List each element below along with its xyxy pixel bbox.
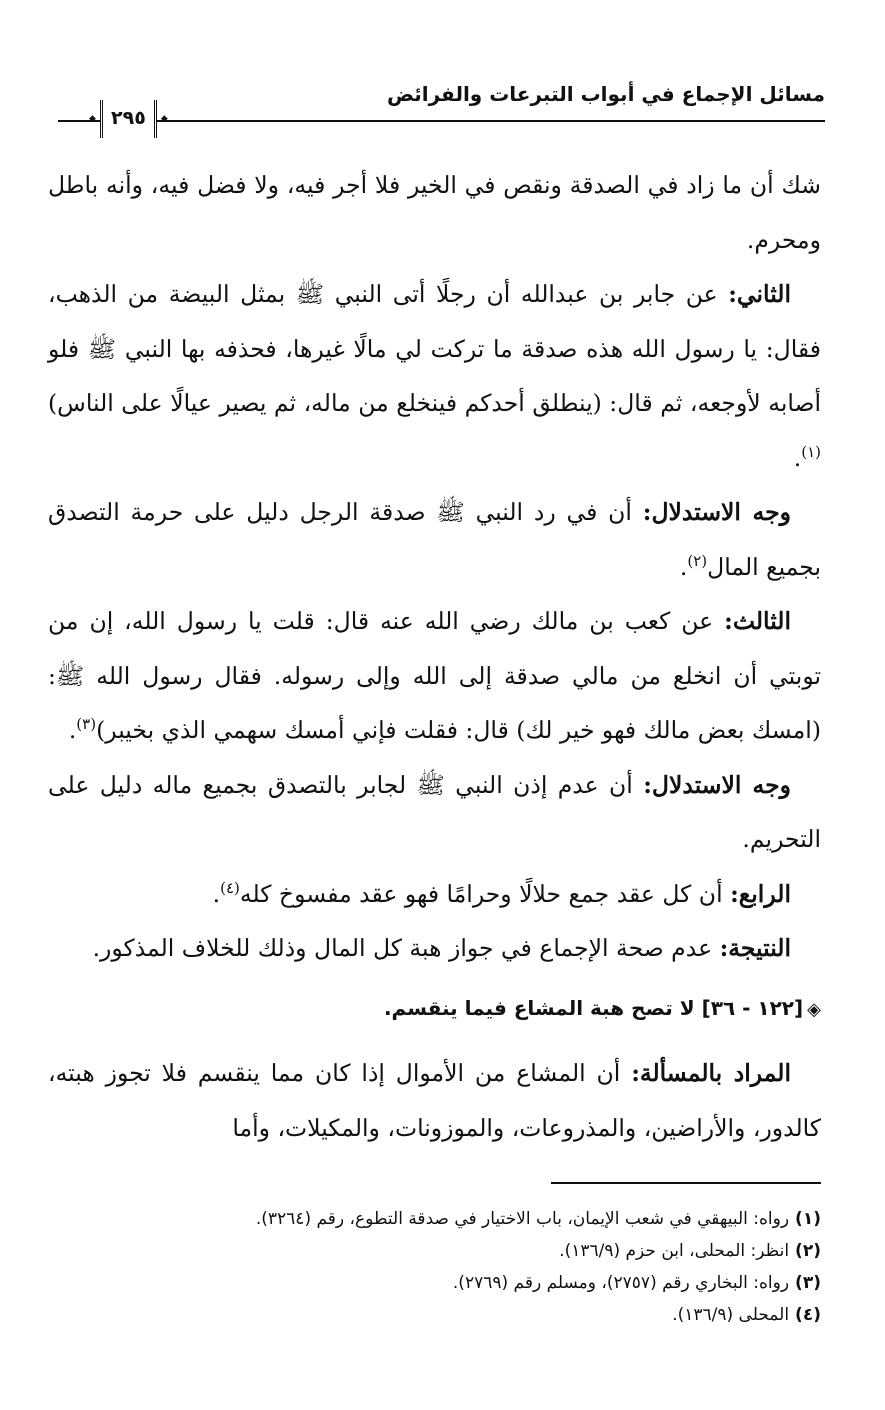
paragraph-6-lead: الرابع: [730, 879, 791, 908]
paragraph-7-lead: النتيجة: [719, 934, 791, 962]
paragraph-6-text: أن كل عقد جمع حلالًا وحرامًا فهو عقد مفسوخ كله [239, 879, 723, 908]
page-header [58, 78, 825, 129]
main-text-continued [48, 1046, 821, 1155]
paragraph-3-text: أن في رد النبي ﷺ صدقة الرجل دليل على حرمة التصدق بجميع المال [48, 498, 821, 581]
paragraph-3-lead: وجه الاستدلال: [642, 498, 791, 526]
footnote-marker-4: (٤) [220, 878, 240, 897]
footnote-4-number: (٤) [795, 1305, 821, 1325]
footnote-marker-1: (١) [801, 442, 821, 461]
footnotes [48, 1203, 821, 1331]
paragraph-4-text: عن كعب بن مالك رضي الله عنه قال: قلت يا رسول الله، إن من توبتي أن انخلع من مالي صدقة إلى الله وإلى رسوله. فقال رسول الله ﷺ: (امسك بعض مالك فهو خير لك) قال: فقلت فإني أمسك سهمي الذي بخيبر) [48, 607, 821, 744]
footnote-rule [551, 1182, 821, 1184]
header-rule [58, 120, 825, 122]
paragraph-8 [48, 1046, 821, 1155]
section-heading-text: [١٢٢ - ٣٦] لا تصح هبة المشاع فيما ينقسم. [383, 996, 804, 1020]
running-title: مسائل الإجماع في أبواب التبرعات والفرائض [386, 82, 825, 106]
footnote-3-number: (٣) [795, 1273, 821, 1293]
paragraph-7-text: عدم صحة الإجماع في جواز هبة كل المال وذلك للخلاف المذكور. [92, 934, 713, 962]
paragraph-4-lead: الثالث: [724, 607, 791, 635]
footnote-marker-3: (٣) [76, 715, 97, 734]
footnote-2-text: انظر: المحلى، ابن حزم (١٣٦/٩). [559, 1241, 790, 1261]
paragraph-8-text: أن المشاع من الأموال إذا كان مما ينقسم فلا تجوز هبته، كالدور، والأراضين، والمذروعات، والموزونات، والمكيلات، وأما [48, 1059, 821, 1142]
paragraph-5-text: أن عدم إذن النبي ﷺ لجابر بالتصدق بجميع ماله دليل على التحريم. [48, 770, 821, 853]
footnote-1-text: رواه: البيهقي في شعب الإيمان، باب الاختيار في صدقة التطوع، رقم (٣٢٦٤). [255, 1209, 790, 1229]
paragraph-2-lead: الثاني: [728, 280, 791, 308]
page-number: ◆ ٢٩٥ ◆ [100, 100, 157, 138]
footnote-1-number: (١) [795, 1209, 821, 1229]
footnote-3-text: رواه: البخاري رقم (٢٧٥٧)، ومسلم رقم (٢٧٦٩). [452, 1273, 790, 1293]
diamond-bullet-icon: ◈ [807, 999, 821, 1020]
footnote-4 [48, 1299, 821, 1331]
footnote-4-text: المحلى (١٣٦/٩). [672, 1305, 790, 1325]
paragraph-4: الثالث: عن كعب بن مالك رضي الله عنه قال: قلت يا رسول الله، إن من توبتي أن انخلع من مالي صدقة إلى الله وإلى رسوله. فقال رسول الله ﷺ: (امسك بعض مالك فهو خير لك) قال: فقلت فإني أمسك سهمي الذي بخيبر)$^{(٣)}$. [48, 607, 821, 744]
footnote-2-number: (٢) [795, 1241, 821, 1261]
footnote-marker-2: (٢) [687, 551, 708, 570]
footnote-2 [48, 1235, 821, 1267]
paragraph-8-lead: المراد بالمسألة: [631, 1059, 791, 1087]
paragraph-5-lead: وجه الاستدلال: [643, 770, 791, 799]
paragraph-7 [48, 921, 821, 976]
paragraph-3: وجه الاستدلال: أن في رد النبي ﷺ صدقة الرجل دليل على حرمة التصدق بجميع المال$^{(٢)}$. [48, 498, 821, 581]
paragraph-1: شك أن ما زاد في الصدقة ونقص في الخير فلا أجر فيه، ولا فضل فيه، وأنه باطل ومحرم. [48, 171, 821, 254]
section-heading [384, 996, 821, 1020]
footnote-1 [48, 1203, 821, 1235]
paragraph-2: الثاني: عن جابر بن عبدالله أن رجلًا أتى النبي ﷺ بمثل البيضة من الذهب، فقال: يا رسول الله هذه صدقة ما تركت لي مالًا غيرها، فحذفه بها النبي ﷺ فلو أصابه لأوجعه، ثم قال: (ينطلق أحدكم فينخلع من ماله، ثم يصير عيالًا على الناس)$^{(١)}$. [48, 280, 821, 472]
paragraph-5 [48, 758, 821, 867]
paragraph-2-text: عن جابر بن عبدالله أن رجلًا أتى النبي ﷺ بمثل البيضة من الذهب، فقال: يا رسول الله هذه صدقة ما تركت لي مالًا غيرها، فحذفه بها النبي ﷺ فلو أصابه لأوجعه، ثم قال: (ينطلق أحدكم فينخلع من ماله، ثم يصير عيالًا على الناس) [48, 280, 821, 417]
paragraph-6: الرابع: أن كل عقد جمع حلالًا وحرامًا فهو عقد مفسوخ كله$^{(٤)}$. [212, 878, 791, 908]
main-text [48, 158, 821, 976]
footnote-3 [48, 1267, 821, 1299]
